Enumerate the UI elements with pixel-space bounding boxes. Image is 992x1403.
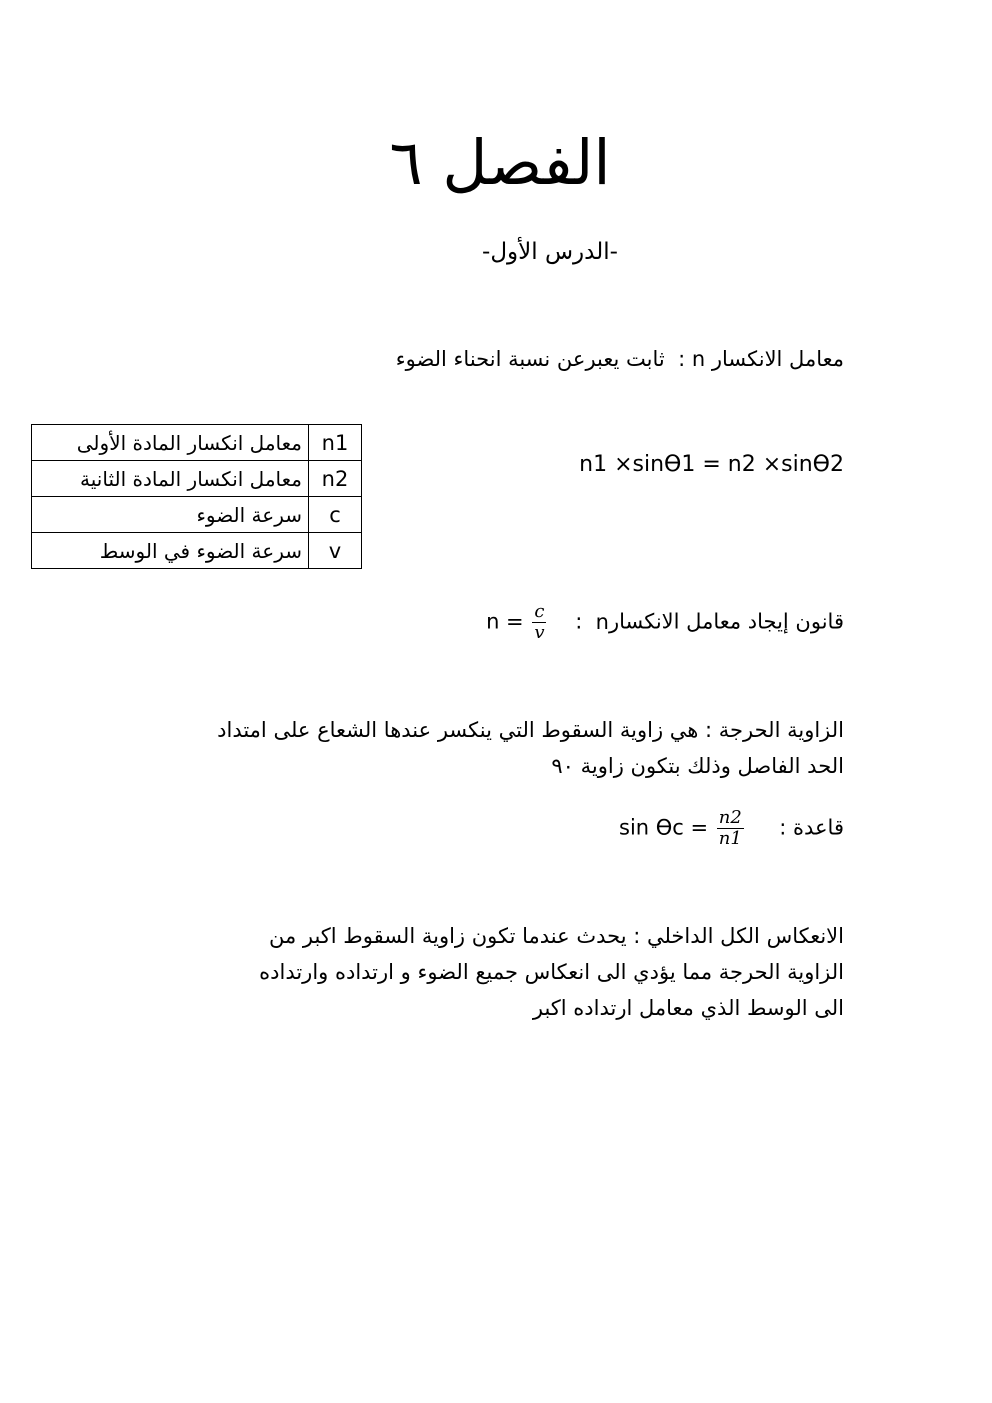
critical-angle-line: الزاوية الحرجة : هي زاوية السقوط التي ينكسر عندها الشعاع على امتداد xyxy=(217,718,844,742)
critical-rule-separator: : xyxy=(779,815,787,840)
table-row xyxy=(32,461,362,497)
refraction-law-fraction xyxy=(532,602,546,643)
legend-symbol: c xyxy=(309,497,362,533)
critical-angle-rule xyxy=(619,808,844,849)
symbol-legend-table xyxy=(31,424,362,569)
refraction-law-label: قانون إيجاد معامل الانكسار xyxy=(608,609,844,634)
refraction-law xyxy=(486,602,844,643)
lesson-title: -الدرس الأول- xyxy=(482,239,618,265)
total-internal-reflection-definition xyxy=(154,918,844,1026)
fraction-numerator: c xyxy=(534,601,545,622)
refraction-index-label: معامل الانكسار xyxy=(711,347,844,371)
table-row xyxy=(32,425,362,461)
critical-rule-formula xyxy=(619,808,746,849)
tir-line: الزاوية الحرجة مما يؤدي الى انعكاس جميع الضوء و ارتداده وارتداده xyxy=(259,960,844,984)
snell-law-equation: n1 ×sinϴ1 = n2 ×sinϴ2 xyxy=(579,452,844,477)
table-row xyxy=(32,497,362,533)
legend-description: سرعة الضوء xyxy=(32,497,309,533)
critical-angle-definition xyxy=(144,712,844,784)
legend-description: سرعة الضوء في الوسط xyxy=(32,533,309,569)
chapter-title: الفصل ٦ xyxy=(389,126,611,199)
refraction-law-lhs: n = xyxy=(486,609,524,634)
critical-rule-label: قاعدة xyxy=(793,815,844,840)
legend-symbol: v xyxy=(309,533,362,569)
fraction-denominator: v xyxy=(534,622,545,643)
fraction-denominator: n1 xyxy=(718,828,742,849)
refraction-index-separator: : xyxy=(678,347,686,371)
critical-rule-fraction xyxy=(717,808,744,849)
table-row xyxy=(32,533,362,569)
refraction-index-text: ثابت يعبرعن نسبة انحناء الضوء xyxy=(395,347,665,371)
legend-symbol: n1 xyxy=(309,425,362,461)
legend-description: معامل انكسار المادة الأولى xyxy=(32,425,309,461)
legend-description: معامل انكسار المادة الثانية xyxy=(32,461,309,497)
refraction-law-separator: : xyxy=(575,609,583,634)
fraction-numerator: n2 xyxy=(718,807,742,828)
tir-line: الى الوسط الذي معامل ارتداده اكبر xyxy=(532,996,844,1020)
critical-angle-line: الحد الفاصل وذلك بتكون زاوية ٩٠ xyxy=(551,754,844,778)
refraction-index-definition xyxy=(396,342,844,376)
critical-rule-lhs: sin ϴc = xyxy=(619,815,709,840)
tir-line: الانعكاس الكل الداخلي : يحدث عندما تكون زاوية السقوط اكبر من xyxy=(268,924,844,948)
refraction-law-formula xyxy=(486,602,548,643)
legend-symbol: n2 xyxy=(309,461,362,497)
refraction-law-symbol: n xyxy=(595,609,609,634)
refraction-index-symbol: n xyxy=(691,347,706,371)
